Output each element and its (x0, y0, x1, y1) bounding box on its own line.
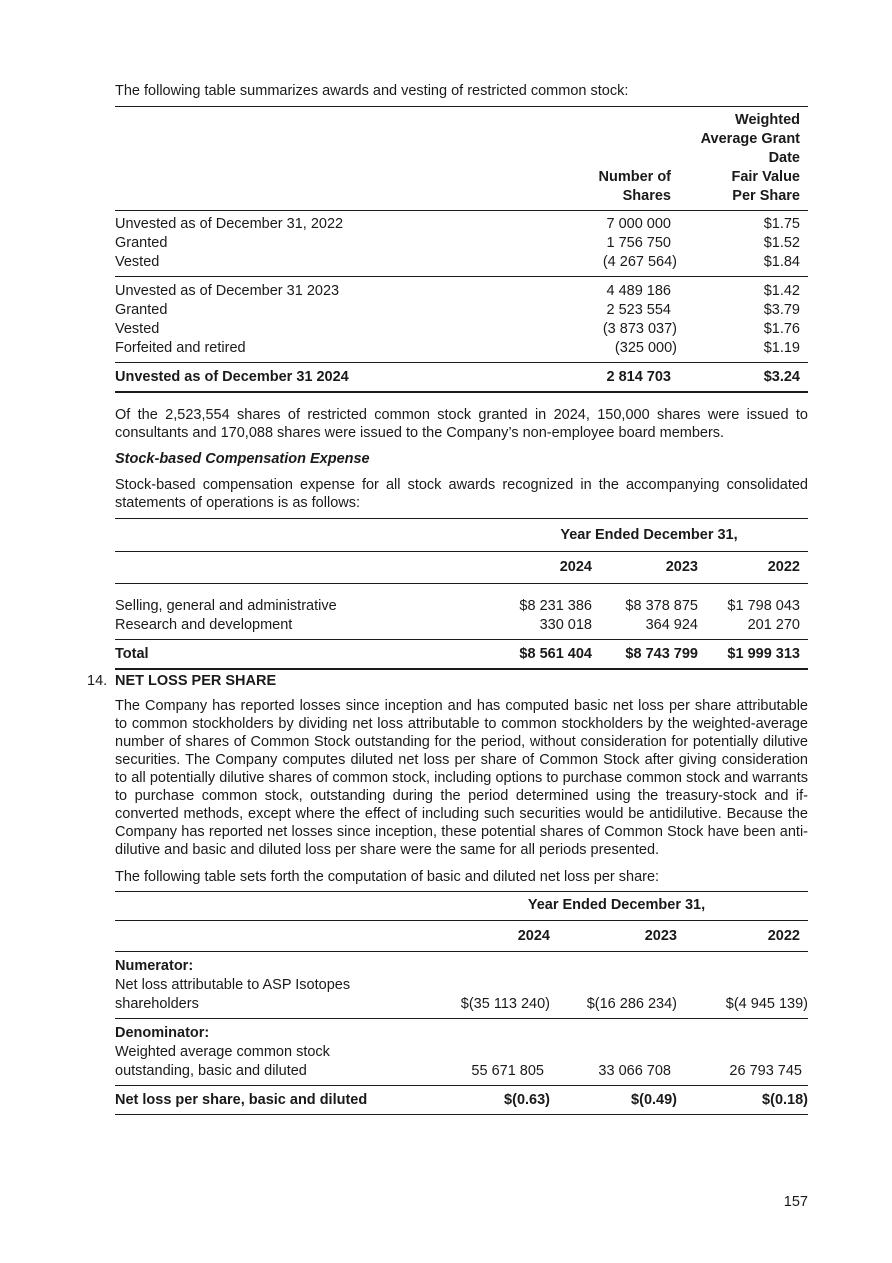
section-heading (87, 673, 276, 689)
fair-value: $1.84 (763, 254, 800, 270)
table-row (115, 976, 808, 995)
row-label: Granted (115, 302, 168, 318)
period-header: Year Ended December 31, (527, 897, 706, 913)
total-value: $8 743 799 (625, 646, 698, 662)
row-label: Forfeited and retired (115, 340, 246, 356)
row-label: Research and development (115, 617, 293, 633)
table-row (115, 320, 808, 339)
cell-value: $1 798 043 (727, 598, 800, 614)
cell-value: 55 671 805 (471, 1063, 544, 1079)
net-loss-section (115, 697, 808, 1115)
table-row (115, 1043, 808, 1062)
header-text: Date (768, 150, 800, 166)
denominator-heading-row (115, 1019, 808, 1044)
fair-value-column-header (677, 107, 808, 211)
section-number: 14. (87, 673, 108, 689)
net-loss-table-intro: The following table sets forth the computation of basic and diluted net loss per share: (115, 869, 660, 885)
table-row (115, 616, 808, 640)
cell-value: 33 066 708 (598, 1063, 671, 1079)
table-row (115, 339, 808, 363)
nlps-period-header-row (115, 892, 808, 921)
year-header: 2022 (767, 928, 800, 944)
year-header: 2023 (644, 928, 677, 944)
shares-value: (3 873 037) (602, 321, 677, 337)
restricted-stock-table (115, 106, 808, 393)
numerator-heading: Numerator: (115, 958, 194, 974)
header-text: Weighted (735, 112, 800, 128)
row-label: Vested (115, 254, 160, 270)
total-fair-value: $3.24 (763, 369, 800, 385)
cell-value: 201 270 (747, 617, 800, 633)
period-header: Year Ended December 31, (560, 527, 738, 543)
total-row (115, 363, 808, 393)
restricted-stock-note: Of the 2,523,554 shares of restricted common stock granted in 2024, 150,000 shares were issued to consultants and 170,088 shares were issued to the Company’s non-employee board members. (115, 407, 808, 441)
fair-value: $1.76 (763, 321, 800, 337)
net-loss-table (115, 891, 808, 1115)
shares-column-header (515, 107, 677, 211)
table-row (115, 253, 808, 277)
shares-value: (325 000) (614, 340, 677, 356)
total-value: $8 561 404 (519, 646, 592, 662)
restricted-stock-intro: The following table summarizes awards and vesting of restricted common stock: (115, 83, 629, 99)
denominator-heading: Denominator: (115, 1025, 210, 1041)
shares-value: 2 523 554 (606, 302, 671, 318)
table-row (115, 301, 808, 320)
cell-value: 26 793 745 (729, 1063, 802, 1079)
header-text: Per Share (732, 188, 800, 204)
sbc-year-header-row (115, 552, 808, 584)
row-label: Granted (115, 235, 168, 251)
shares-value: 1 756 750 (606, 235, 671, 251)
row-label: Selling, general and administrative (115, 598, 337, 614)
fair-value: $1.19 (763, 340, 800, 356)
shares-value: 4 489 186 (606, 283, 671, 299)
fair-value: $3.79 (763, 302, 800, 318)
row-label: outstanding, basic and diluted (115, 1063, 307, 1079)
total-value: $1 999 313 (727, 646, 800, 662)
sbc-subheading: Stock-based Compensation Expense (115, 451, 370, 467)
row-label: Vested (115, 321, 160, 337)
cell-value: 330 018 (539, 617, 592, 633)
cell-value: 364 924 (645, 617, 698, 633)
header-text: Number of (598, 169, 671, 185)
numerator-heading-row (115, 952, 808, 977)
sbc-table (115, 518, 808, 670)
header-text: Fair Value (731, 169, 800, 185)
header-text: Average Grant (700, 131, 800, 147)
page-number: 157 (783, 1194, 808, 1210)
cell-value: $(16 286 234) (586, 996, 677, 1012)
section-title: NET LOSS PER SHARE (115, 673, 277, 689)
result-value: $(0.63) (504, 1092, 550, 1108)
total-shares: 2 814 703 (606, 369, 671, 385)
table-row (115, 584, 808, 617)
cell-value: $8 231 386 (519, 598, 592, 614)
cell-value: $8 378 875 (625, 598, 698, 614)
shares-value: 7 000 000 (606, 216, 671, 232)
fair-value: $1.42 (763, 283, 800, 299)
total-row (115, 640, 808, 670)
total-label: Unvested as of December 31 2024 (115, 369, 349, 385)
result-value: $(0.49) (631, 1092, 677, 1108)
row-label: Weighted average common stock (115, 1044, 330, 1060)
nlps-year-header-row (115, 921, 808, 952)
fair-value: $1.75 (763, 216, 800, 232)
result-label: Net loss per share, basic and diluted (115, 1092, 368, 1108)
row-label: shareholders (115, 996, 199, 1012)
table-row (115, 995, 808, 1019)
year-header: 2024 (559, 559, 592, 575)
cell-value: $(35 113 240) (460, 996, 550, 1012)
result-row (115, 1086, 808, 1115)
fair-value: $1.52 (763, 235, 800, 251)
sbc-intro: Stock-based compensation expense for all stock awards recognized in the accompanying consolidated statements of operations is as follows: (115, 477, 808, 511)
year-header: 2023 (665, 559, 698, 575)
net-loss-paragraph: The Company has reported losses since inception and has computed basic net loss per share attributable to common stockholders by dividing net loss attributable to common stockholders by the weighted-average number of shares of Common Stock outstanding for the period, without consideration for potentially dilutive securities. The Company computes diluted net loss per share of Common Stock after giving consideration to all potentially dilutive shares of common stock, including options to purchase common stock and warrants to purchase common stock, outstanding during the period determined using the treasury-stock and if-converted methods, except where the effect of including such securities would be antidilutive. Because the Company has reported net losses since inception, these potential shares of Common Stock have been anti-dilutive and basic and diluted loss per share were the same for all periods presented. (115, 698, 808, 858)
table-row (115, 234, 808, 253)
table-row (115, 1062, 808, 1086)
table-row (115, 277, 808, 302)
year-header: 2024 (517, 928, 550, 944)
shares-value: (4 267 564) (602, 254, 677, 270)
page-content (115, 82, 808, 670)
cell-value: $(4 945 139) (725, 996, 808, 1012)
row-label: Net loss attributable to ASP Isotopes (115, 977, 351, 993)
row-label: Unvested as of December 31 2023 (115, 283, 340, 299)
restricted-stock-header-row (115, 107, 808, 211)
table-row (115, 211, 808, 235)
result-value: $(0.18) (762, 1092, 808, 1108)
total-label: Total (115, 646, 149, 662)
row-label: Unvested as of December 31, 2022 (115, 216, 344, 232)
header-text: Shares (622, 188, 671, 204)
sbc-period-header-row (115, 519, 808, 552)
year-header: 2022 (767, 559, 800, 575)
